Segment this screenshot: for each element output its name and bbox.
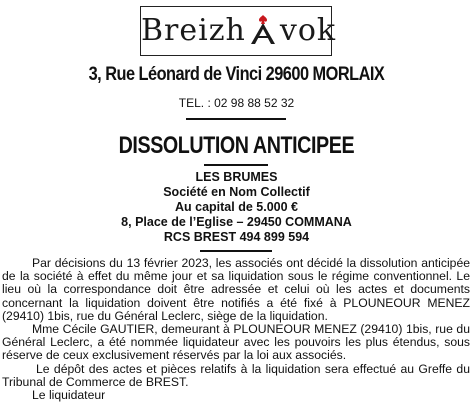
company-form: Société en Nom Collectif (163, 185, 310, 199)
company-address: 8, Place de l’Eglise – 29450 COMMANA (121, 215, 352, 229)
notice-title: DISSOLUTION ANTICIPEE (118, 132, 355, 159)
address: 3, Rue Léonard de Vinci 29600 MORLAIX (88, 64, 385, 85)
paragraph-filing: Le dépôt des actes et pièces relatifs à la liquidation sera effectué au Greffe du Tribunal de Commerce de BREST. (2, 361, 470, 389)
paragraph-decision: Par décisions du 13 février 2023, les associés ont décidé la dissolution anticipée de la société à effet du même jour et sa liquidation sous le régime conventionnel. Le lieu où la correspondance doit être adressée et celui où les actes et documents concernant la liquidation doivent être notifiés a été fixé à PLOUNEOUR MENEZ (29410) 1bis, rue du Général Leclerc, siège de la liquidation. (2, 256, 470, 323)
separator-bottom (200, 250, 272, 252)
logo-text-left: Breizh (141, 13, 246, 48)
separator-middle (204, 164, 268, 166)
company-rcs: RCS BREST 494 899 594 (163, 230, 310, 244)
logo-emblem-icon (246, 14, 280, 44)
telephone: TEL. : 02 98 88 52 32 (178, 96, 295, 110)
separator-top (186, 118, 286, 120)
logo-text-right: vok (279, 13, 337, 48)
paragraph-liquidator: Mme Cécile GAUTIER, demeurant à PLOUNEOUR MENEZ (29410) 1bis, rue du Général Leclerc, a été nommée liquidateur avec les pouvoirs les plus étendus, sous réserve de ceux exclusivement réservés par la loi aux associés. (2, 322, 470, 363)
company-block (0, 170, 473, 245)
company-capital: Au capital de 5.000 € (175, 200, 298, 214)
company-name: LES BRUMES (195, 170, 278, 184)
logo (140, 6, 337, 56)
notice-body (2, 257, 470, 402)
signature: Le liquidateur (32, 388, 106, 403)
